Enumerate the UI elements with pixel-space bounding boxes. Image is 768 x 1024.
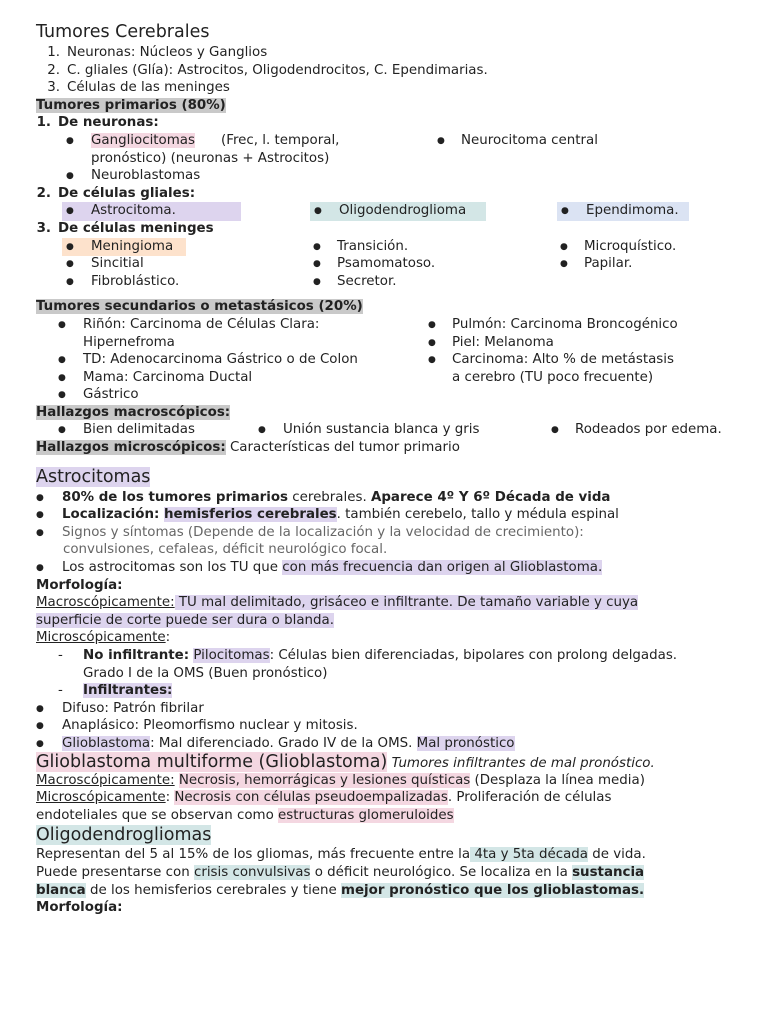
list-item: ● Bien delimitadas ● Unión sustancia blanca y gris ● Rodeados por edema.: [58, 422, 722, 438]
list-item: ● Los astrocitomas son los TU que con más frecuencia dan origen al Glioblastoma.: [36, 560, 603, 576]
list-item: ● 80% de los tumores primarios cerebrales. Aparece 4º Y 6º Década de vida: [36, 489, 611, 505]
micro-line: Hallazgos microscópicos: Características del tumor primario: [36, 440, 460, 456]
list-item: ● Mama: Carcinoma Ductal a cerebro (TU poco frecuente): [58, 369, 654, 385]
page-title: Tumores Cerebrales: [36, 22, 210, 42]
list-item: ● Astrocitoma. ● Oligodendroglioma ● Ependimoma.: [36, 202, 732, 220]
list-item: ● Meningioma ● Transición. ● Microquístico.: [36, 238, 732, 256]
oligo-title: Oligodendrogliomas: [36, 825, 212, 846]
oligo-line: blanca de los hemisferios cerebrales y tiene mejor pronóstico que los glioblastomas.: [36, 882, 645, 898]
glio-title: Glioblastoma multiforme (Glioblastoma) Tumores infiltrantes de mal pronóstico.: [36, 751, 655, 772]
intro-item: 2. C. gliales (Glía): Astrocitos, Oligodendrocitos, C. Ependimarias.: [47, 62, 488, 78]
meninges-heading: 3. De células meninges: [36, 220, 214, 236]
macro-heading: Hallazgos macroscópicos:: [36, 404, 231, 420]
list-item: ● Neuroblastomas: [66, 168, 201, 184]
morfologia-heading: Morfología:: [36, 900, 123, 916]
list-item: Hipernefroma ● Piel: Melanoma: [83, 334, 554, 350]
macro-line: Macroscópicamente: Necrosis, hemorrágicas y lesiones quísticas (Desplaza la línea media): [36, 772, 645, 788]
list-item: - No infiltrante: Pilocitomas: Células bien diferenciadas, bipolares con prolong delgadas.: [58, 648, 678, 663]
list-item-cont: pronóstico) (neuronas + Astrocitos): [91, 150, 330, 166]
oligo-line: Puede presentarse con crisis convulsivas o déficit neurológico. Se localiza en la sustancia: [36, 864, 645, 880]
list-item: ● Gástrico: [58, 387, 139, 403]
list-item-cont: convulsiones, cefaleas, déficit neurológico focal.: [63, 542, 388, 558]
list-item: ● Anaplásico: Pleomorfismo nuclear y mitosis.: [36, 718, 358, 734]
macro-line-2: superficie de corte puede ser dura o blanda.: [36, 612, 334, 628]
oligo-line: Representan del 5 al 15% de los gliomas, más frecuente entre la 4ta y 5ta década de vida.: [36, 847, 646, 863]
secundarios-heading: Tumores secundarios o metastásicos (20%): [36, 299, 363, 315]
document: [36, 20, 732, 917]
list-item: ● Fibroblástico. ● Secretor.: [66, 273, 397, 289]
morfologia-heading: Morfología:: [36, 577, 123, 593]
neuronas-heading: 1. De neuronas:: [36, 115, 159, 131]
list-item: ● Signos y síntomas (Depende de la localización y la velocidad de crecimiento):: [36, 524, 584, 540]
micro-line: Microscópicamente: Necrosis con células pseudoempalizadas. Proliferación de células: [36, 790, 612, 806]
list-item: ● Localización: hemisferios cerebrales. también cerebelo, tallo y médula espinal: [36, 507, 619, 523]
list-item: ● Riñón: Carcinoma de Células Clara: ● Pulmón: Carcinoma Broncogénico: [58, 316, 678, 332]
primarios-heading: Tumores primarios (80%): [36, 97, 226, 113]
intro-item: 1. Neuronas: Núcleos y Ganglios: [47, 45, 268, 60]
macro-line: Macroscópicamente: TU mal delimitado, grisáceo e infiltrante. De tamaño variable y cuya: [36, 595, 639, 611]
micro-label: Microscópicamente:: [36, 630, 171, 646]
list-item: ● TD: Adenocarcinoma Gástrico o de Colon ● Carcinoma: Alto % de metástasis: [58, 352, 674, 368]
list-item: ● Sincitial ● Psamomatoso. ● Papilar.: [66, 256, 633, 272]
intro-item: 3. Células de las meninges: [47, 80, 230, 96]
micro-line-2: endoteliales que se observan como estructuras glomeruloides: [36, 807, 454, 823]
list-item: - Infiltrantes:: [58, 683, 173, 699]
list-item: ● Glioblastoma: Mal diferenciado. Grado IV de la OMS. Mal pronóstico: [36, 735, 515, 751]
gliales-heading: 2. De células gliales:: [36, 185, 196, 201]
list-item: ● Difuso: Patrón fibrilar: [36, 700, 204, 716]
list-item-cont: Grado I de la OMS (Buen pronóstico): [83, 665, 328, 681]
astro-title: Astrocitomas: [36, 466, 151, 487]
list-item: ● Gangliocitomas (Frec, l. temporal, ● Neurocitoma central: [66, 132, 598, 148]
